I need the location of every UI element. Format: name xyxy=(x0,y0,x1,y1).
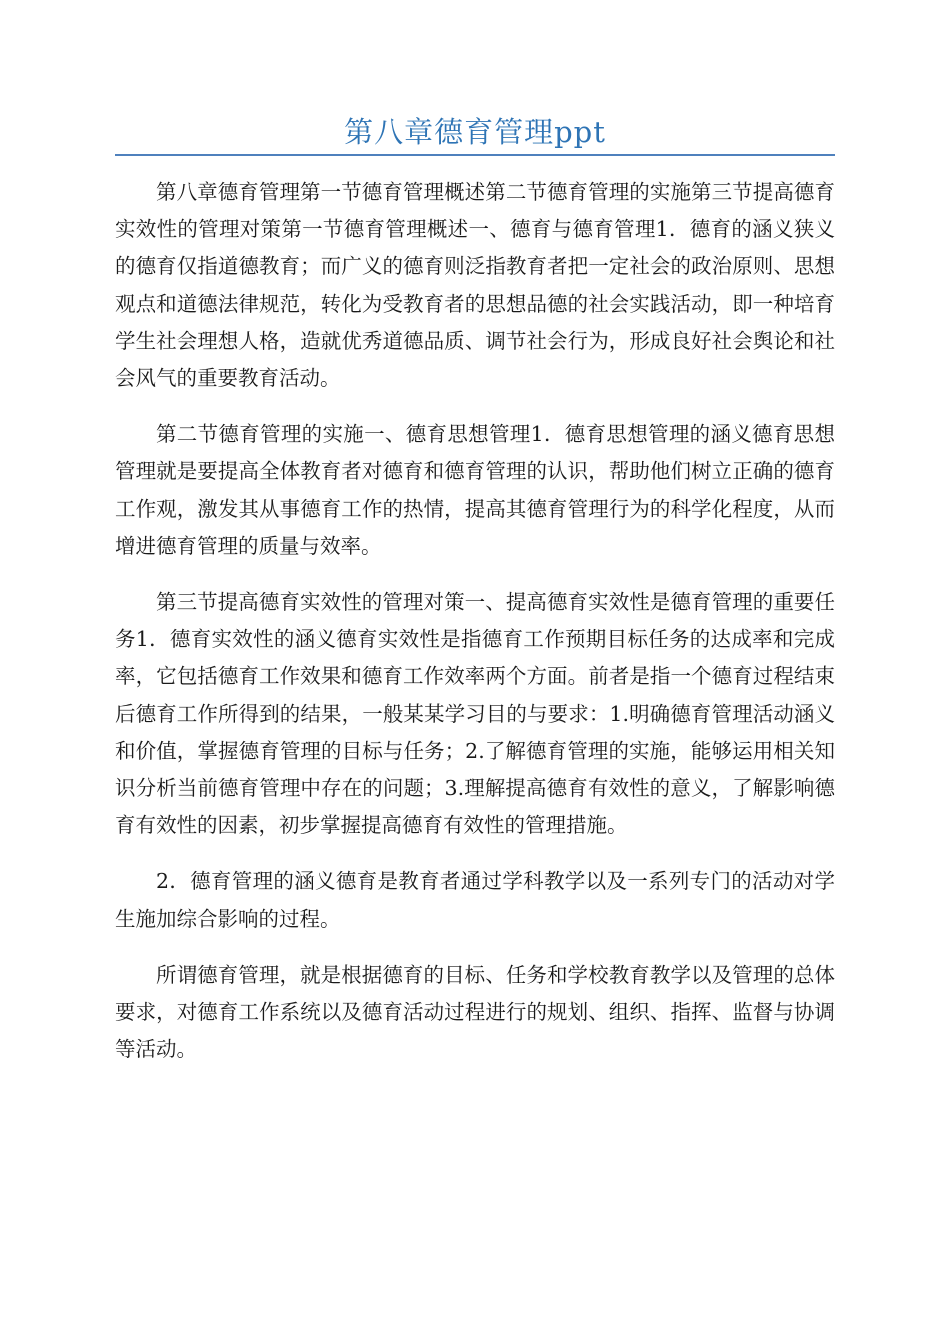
document-body xyxy=(115,174,835,1087)
paragraph-5: 所谓德育管理，就是根据德育的目标、任务和学校教育教学以及管理的总体要求，对德育工作系统以及德育活动过程进行的规划、组织、指挥、监督与协调等活动。 xyxy=(115,962,835,1062)
paragraph-4: 2．德育管理的涵义德育是教育者通过学科教学以及一系列专门的活动对学生施加综合影响的过程。 xyxy=(115,869,835,931)
title-container xyxy=(115,112,835,152)
paragraph-1: 第八章德育管理第一节德育管理概述第二节德育管理的实施第三节提高德育实效性的管理对策第一节德育管理概述一、德育与德育管理1．德育的涵义狭义的德育仅指道德教育；而广义的德育则泛指教育者把一定社会的政治原则、思想观点和道德法律规范，转化为受教育者的思想品德的社会实践活动，即一种培育学生社会理想人格，造就优秀道德品质、调节社会行为，形成良好社会舆论和社会风气的重要教育活动。 xyxy=(115,180,835,391)
paragraph-2: 第二节德育管理的实施一、德育思想管理1．德育思想管理的涵义德育思想管理就是要提高全体教育者对德育和德育管理的认识，帮助他们树立正确的德育工作观，激发其从事德育工作的热情，提高其德育管理行为的科学化程度，从而增进德育管理的质量与效率。 xyxy=(115,422,835,558)
title-underline xyxy=(115,154,835,156)
paragraph-3: 第三节提高德育实效性的管理对策一、提高德育实效性是德育管理的重要任务1．德育实效性的涵义德育实效性是指德育工作预期目标任务的达成率和完成率，它包括德育工作效果和德育工作效率两个方面。前者是指一个德育过程结束后德育工作所得到的结果，一般某某学习目的与要求：1.明确德育管理活动涵义和价值，掌握德育管理的目标与任务；2.了解德育管理的实施，能够运用相关知识分析当前德育管理中存在的问题；3.理解提高德育有效性的意义，了解影响德育有效性的因素，初步掌握提高德育有效性的管理措施。 xyxy=(115,590,835,838)
document-title: 第八章德育管理ppt xyxy=(344,115,606,149)
